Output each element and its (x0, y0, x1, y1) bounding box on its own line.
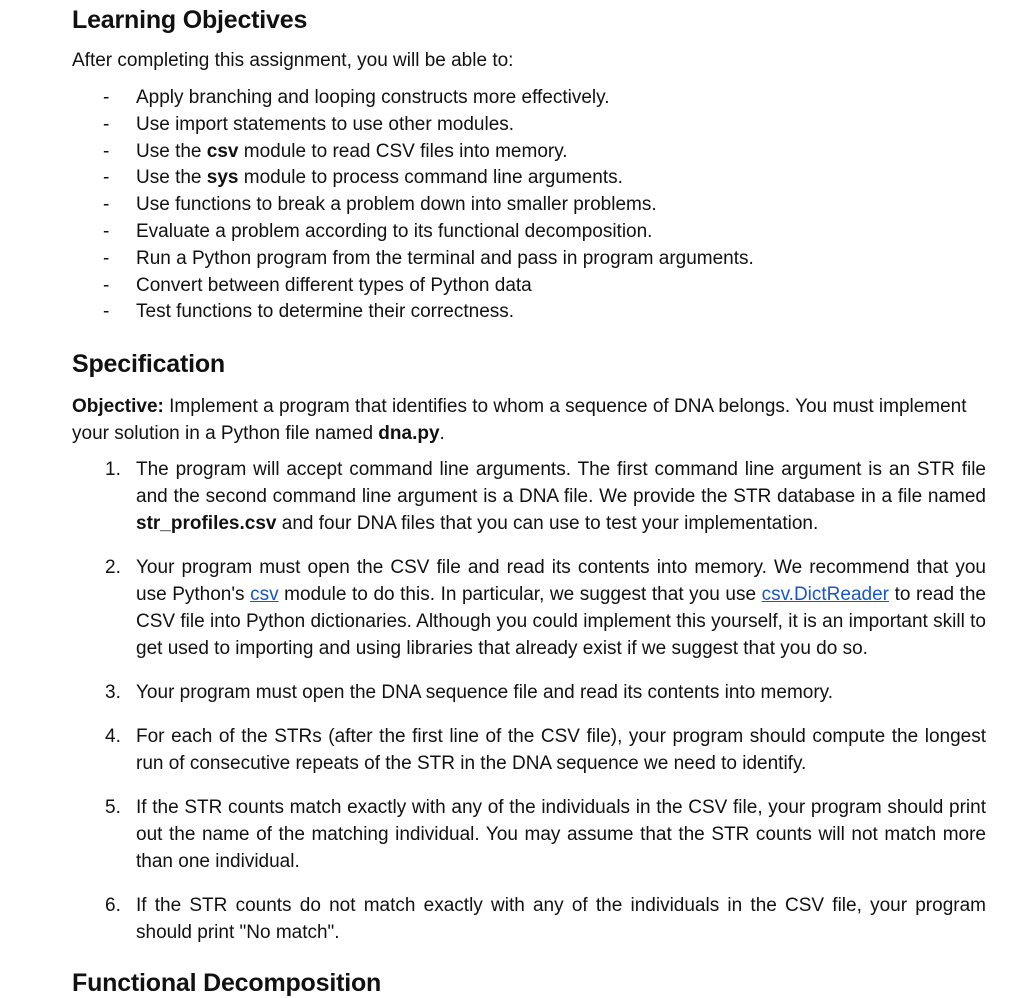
specification-heading: Specification (72, 350, 225, 378)
objective-item: - Run a Python program from the terminal and pass in program arguments. (72, 246, 754, 273)
module-name: sys (206, 167, 239, 189)
bullet-dash: - (103, 194, 110, 216)
bullet-dash: - (103, 87, 110, 108)
specification-steps (72, 456, 986, 963)
spec-step: 1. The program will accept command line arguments. The first command line argument is an STR file and the second command line argument is a DNA file. We provide the STR database in a file named str_profiles.csv and four DNA files that you can use to test your implementation. (72, 456, 986, 537)
bullet-dash: - (103, 113, 110, 135)
csv-dictreader-link[interactable]: csv.DictReader (761, 584, 889, 605)
spec-step: 5. If the STR counts match exactly with any of the individuals in the CSV file, your program should print out the name of the matching individual. You may assume that the STR counts will not match more than one individual. (72, 794, 986, 875)
spec-step: 2. Your program must open the CSV file and read its contents into memory. We recommend that you use Python's csv module to do this. In particular, we suggest that you use csv.DictReader to read the CSV file into Python dictionaries. Although you could implement this yourself, it is an important skill to get used to importing and using libraries that already exist if we suggest that you do so. (72, 554, 986, 662)
spec-step: 6. If the STR counts do not match exactly with any of the individuals in the CSV file, your program should print "No match". (72, 892, 986, 946)
spec-step: 3. Your program must open the DNA sequence file and read its contents into memory. (72, 679, 986, 706)
module-name: csv (206, 140, 239, 162)
bullet-dash: - (103, 301, 110, 323)
bullet-dash: - (103, 274, 110, 296)
bullet-dash: - (103, 167, 110, 189)
learning-objectives-heading: Learning Objectives (72, 6, 308, 34)
step-number: 1. (105, 459, 121, 480)
objective-label: Objective: (72, 396, 164, 417)
bullet-dash: - (103, 247, 110, 269)
objective-item: - Use the csv module to read CSV files into memory. (72, 139, 754, 166)
step-number: 5. (105, 797, 121, 818)
objective-item: - Evaluate a problem according to its functional decomposition. (72, 219, 754, 246)
objective-item: - Apply branching and looping constructs more effectively. (72, 85, 754, 112)
objective-item: - Use import statements to use other modules. (72, 112, 754, 139)
step-number: 6. (105, 895, 121, 916)
bullet-dash: - (103, 140, 110, 162)
step-number: 3. (105, 682, 121, 703)
objective-item: - Use the sys module to process command line arguments. (72, 165, 754, 192)
file-name: str_profiles.csv (136, 513, 277, 534)
csv-module-link[interactable]: csv (250, 584, 279, 605)
learning-objectives-list (72, 85, 754, 326)
spec-step: 4. For each of the STRs (after the first line of the CSV file), your program should compute the longest run of consecutive repeats of the STR in the DNA sequence we need to identify. (72, 723, 986, 777)
file-name: dna.py (378, 423, 440, 444)
objective-item: - Test functions to determine their correctness. (72, 299, 754, 326)
learning-objectives-intro: After completing this assignment, you will be able to: (72, 50, 514, 71)
step-number: 4. (105, 726, 121, 747)
objective-item: - Convert between different types of Python data (72, 273, 754, 300)
bullet-dash: - (103, 220, 110, 242)
step-number: 2. (105, 557, 121, 578)
objective-paragraph: Objective: Implement a program that identifies to whom a sequence of DNA belongs. You must implement your solution in a Python file named dna.py. (72, 396, 967, 444)
functional-decomposition-heading: Functional Decomposition (72, 969, 382, 997)
objective-item: - Use functions to break a problem down into smaller problems. (72, 192, 754, 219)
